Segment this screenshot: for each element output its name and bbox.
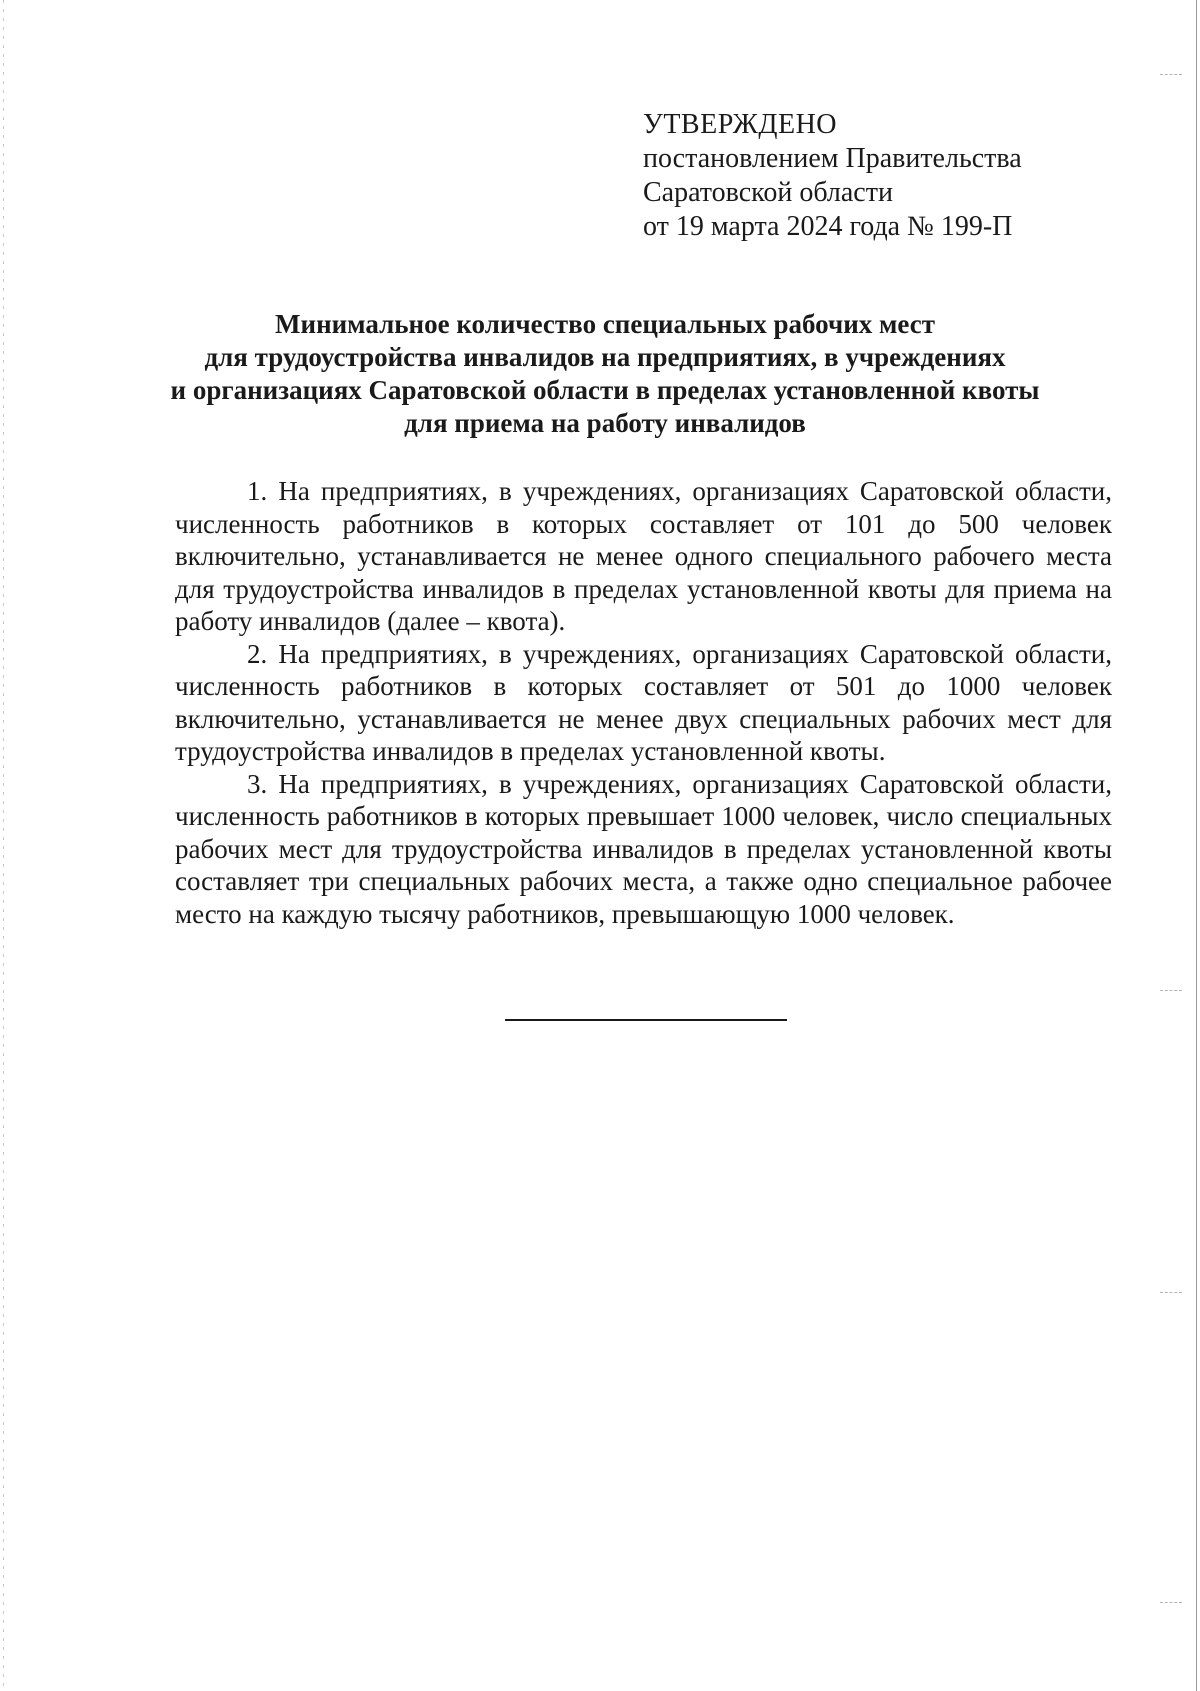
paragraph-3: 3. На предприятиях, в учреждениях, организациях Саратовской области, численность работников в которых превышает 1000 человек, число специальных рабочих мест для трудоустройства инвалидов в пределах установленной квоты составляет три специальных рабочих места, а также одно специальное рабочее место на каждую тысячу работников, превышающую 1000 человек.: [175, 768, 1112, 929]
approval-line-2: Саратовской области: [643, 177, 893, 208]
approval-line-1: постановлением Правительства: [643, 143, 1022, 174]
document-body: [175, 475, 1112, 930]
scan-speck: [1160, 990, 1182, 1001]
scan-speck: [1160, 1292, 1182, 1303]
approval-block: [643, 108, 1113, 244]
title-line-4: для приема на работу инвалидов: [404, 408, 806, 438]
title-line-3: и организациях Саратовской области в пределах установленной квоты: [170, 375, 1040, 405]
scan-speck: [1160, 74, 1182, 85]
document-title: [155, 308, 1055, 440]
scan-left-edge: [3, 0, 4, 1691]
scan-speck: [1160, 1602, 1182, 1613]
approval-stamp: УТВЕРЖДЕНО: [643, 109, 838, 140]
paragraph-1: 1. На предприятиях, в учреждениях, организациях Саратовской области, численность работников в которых составляет от 101 до 500 человек включительно, устанавливается не менее одного специального рабочего места для трудоустройства инвалидов в пределах установленной квоты для приема на работу инвалидов (далее – квота).: [175, 476, 1112, 636]
title-line-1: Минимальное количество специальных рабочих мест: [275, 309, 935, 339]
paragraph-2: 2. На предприятиях, в учреждениях, организациях Саратовской области, численность работников в которых составляет от 501 до 1000 человек включительно, устанавливается не менее двух специальных рабочих мест для трудоустройства инвалидов в пределах установленной квоты.: [175, 638, 1112, 766]
title-line-2: для трудоустройства инвалидов на предприятиях, в учреждениях: [204, 342, 1006, 372]
scan-right-edge: [1196, 0, 1197, 1691]
approval-line-3: от 19 марта 2024 года № 199-П: [643, 211, 1013, 242]
closing-separator-line: [505, 1019, 787, 1021]
